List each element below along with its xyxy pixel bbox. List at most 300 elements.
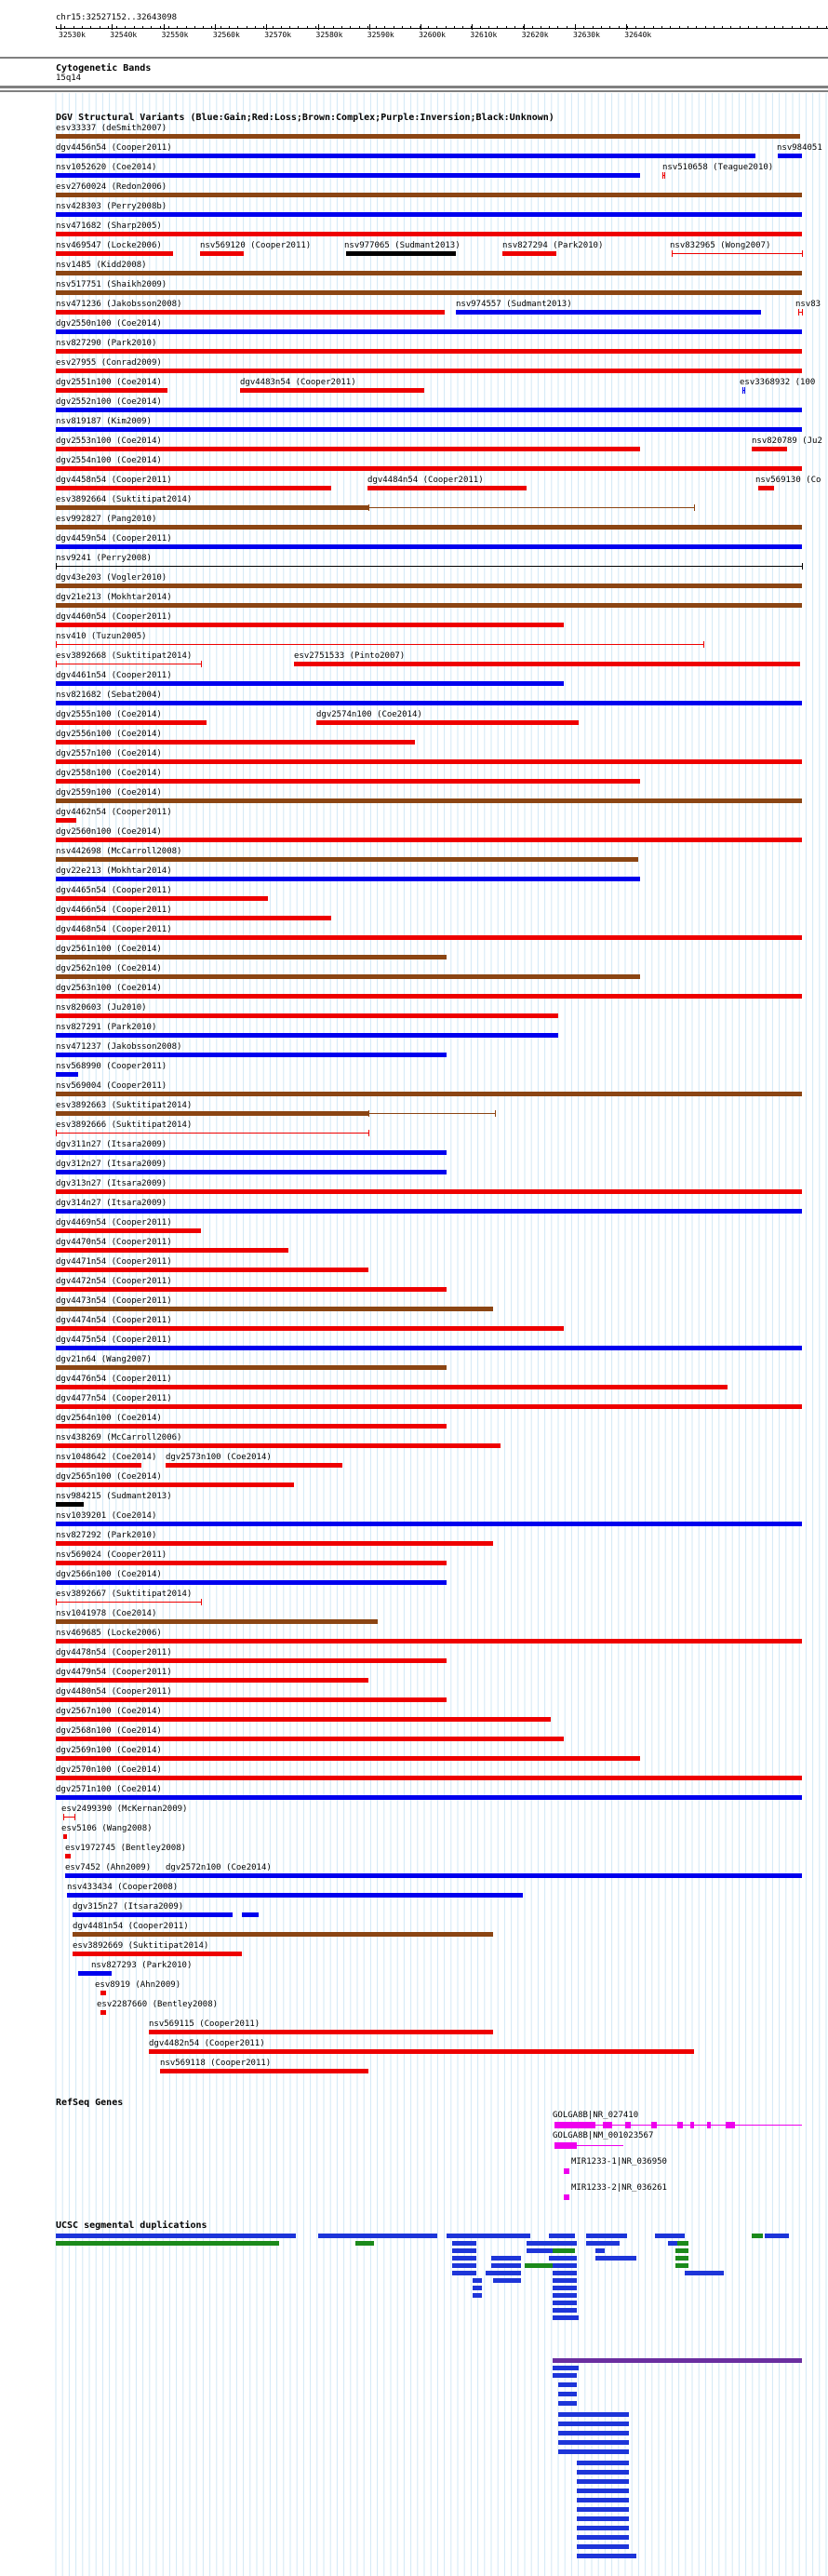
variant-bar[interactable]: [758, 486, 774, 490]
variant-bar[interactable]: [56, 1248, 288, 1253]
variant-bar[interactable]: [56, 1133, 368, 1134]
segdup-block[interactable]: [318, 2234, 437, 2238]
variant-bar[interactable]: [502, 251, 556, 256]
variant-label[interactable]: nsv83: [795, 300, 821, 309]
segdup-block[interactable]: [577, 2516, 629, 2521]
variant-label[interactable]: esv2287660 (Bentley2008): [97, 2000, 219, 2009]
segdup-block[interactable]: [577, 2470, 629, 2475]
gene-exon[interactable]: [564, 2194, 569, 2200]
segdup-block[interactable]: [677, 2241, 688, 2246]
segdup-block[interactable]: [752, 2234, 763, 2238]
variant-label[interactable]: nsv1485 (Kidd2008): [56, 261, 147, 270]
segdup-block[interactable]: [558, 2431, 629, 2435]
variant-bar[interactable]: [56, 154, 755, 158]
variant-label[interactable]: dgv4465n54 (Cooper2011): [56, 886, 172, 895]
cytoband-track-title[interactable]: Cytogenetic Bands: [56, 63, 152, 74]
variant-bar[interactable]: [78, 1971, 112, 1976]
segdup-block[interactable]: [586, 2241, 620, 2246]
variant-label[interactable]: esv27955 (Conrad2009): [56, 358, 162, 368]
variant-label[interactable]: dgv4480n54 (Cooper2011): [56, 1687, 172, 1697]
variant-label[interactable]: nsv821682 (Sebat2004): [56, 691, 162, 700]
segdup-block[interactable]: [549, 2234, 575, 2238]
variant-bar[interactable]: [56, 1385, 728, 1389]
variant-label[interactable]: nsv569004 (Cooper2011): [56, 1081, 167, 1091]
segdup-block[interactable]: [558, 2440, 629, 2445]
variant-label[interactable]: dgv4466n54 (Cooper2011): [56, 906, 172, 915]
variant-bar[interactable]: [56, 1717, 551, 1722]
segdup-block[interactable]: [765, 2234, 789, 2238]
segdup-block[interactable]: [577, 2535, 629, 2540]
segdup-block[interactable]: [447, 2234, 530, 2238]
variant-label[interactable]: nsv820789 (Ju2: [752, 436, 822, 446]
dgv-track-title[interactable]: DGV Structural Variants (Blue:Gain;Red:Loss;Brown:Complex;Purple:Inversion;Black:Unknown): [56, 113, 554, 123]
segdup-block[interactable]: [452, 2248, 476, 2253]
variant-label[interactable]: dgv2551n100 (Coe2014): [56, 378, 162, 387]
variant-label[interactable]: nsv471237 (Jakobsson2008): [56, 1042, 182, 1052]
variant-bar[interactable]: [65, 1873, 802, 1878]
variant-bar[interactable]: [56, 779, 640, 784]
variant-bar[interactable]: [100, 2010, 106, 2015]
variant-label[interactable]: nsv827292 (Park2010): [56, 1531, 157, 1540]
variant-bar[interactable]: [56, 1463, 141, 1468]
variant-bar[interactable]: [56, 1756, 640, 1761]
variant-label[interactable]: dgv4483n54 (Cooper2011): [240, 378, 356, 387]
variant-bar[interactable]: [56, 701, 802, 705]
variant-bar[interactable]: [56, 1209, 802, 1214]
variant-label[interactable]: dgv2555n100 (Coe2014): [56, 710, 162, 719]
variant-label[interactable]: nsv977065 (Sudmant2013): [344, 241, 461, 250]
variant-bar[interactable]: [56, 994, 802, 999]
variant-label[interactable]: dgv2561n100 (Coe2014): [56, 945, 162, 954]
variant-label[interactable]: dgv312n27 (Itsara2009): [56, 1160, 167, 1169]
cytoband-label[interactable]: 15q14: [56, 74, 82, 83]
variant-bar[interactable]: [672, 253, 802, 254]
segdup-block[interactable]: [553, 2286, 577, 2290]
segdup-block[interactable]: [473, 2293, 482, 2298]
segdup-block[interactable]: [558, 2392, 577, 2396]
variant-bar[interactable]: [56, 896, 268, 901]
variant-label[interactable]: nsv984051: [777, 143, 822, 153]
variant-bar[interactable]: [346, 251, 456, 256]
gene-exon[interactable]: [707, 2122, 711, 2128]
variant-label[interactable]: nsv974557 (Sudmant2013): [456, 300, 572, 309]
variant-bar[interactable]: [56, 838, 802, 842]
variant-bar[interactable]: [56, 271, 802, 275]
variant-label[interactable]: esv5106 (Wang2008): [61, 1824, 153, 1833]
variant-label[interactable]: dgv315n27 (Itsara2009): [73, 1902, 184, 1912]
variant-label[interactable]: esv3368932 (100: [740, 378, 816, 387]
variant-bar[interactable]: [67, 1893, 523, 1898]
variant-label[interactable]: dgv311n27 (Itsara2009): [56, 1140, 167, 1149]
variant-label[interactable]: esv3892663 (Suktitipat2014): [56, 1101, 193, 1110]
segdup-block[interactable]: [577, 2479, 629, 2484]
variant-label[interactable]: dgv4471n54 (Cooper2011): [56, 1257, 172, 1267]
variant-label[interactable]: nsv471236 (Jakobsson2008): [56, 300, 182, 309]
variant-bar[interactable]: [56, 388, 167, 393]
variant-bar[interactable]: [56, 1072, 78, 1077]
gene-exon[interactable]: [554, 2122, 595, 2128]
variant-bar[interactable]: [367, 486, 527, 490]
variant-label[interactable]: esv3892669 (Suktitipat2014): [73, 1941, 209, 1951]
variant-bar[interactable]: [56, 173, 640, 178]
variant-bar[interactable]: [56, 1033, 558, 1038]
segdup-block[interactable]: [452, 2271, 476, 2275]
variant-label[interactable]: nsv819187 (Kim2009): [56, 417, 152, 426]
segdup-block[interactable]: [452, 2256, 476, 2261]
variant-bar[interactable]: [294, 662, 800, 666]
variant-bar[interactable]: [56, 525, 802, 530]
variant-bar[interactable]: [56, 644, 703, 645]
segdup-block[interactable]: [558, 2382, 577, 2387]
segdup-block[interactable]: [549, 2256, 577, 2261]
variant-label[interactable]: nsv827293 (Park2010): [91, 1961, 193, 1970]
variant-bar[interactable]: [56, 1287, 447, 1292]
variant-label[interactable]: dgv4470n54 (Cooper2011): [56, 1238, 172, 1247]
variant-bar[interactable]: [56, 1658, 447, 1663]
segdup-block[interactable]: [553, 2358, 802, 2363]
segdup-block[interactable]: [577, 2498, 629, 2502]
segdup-block[interactable]: [553, 2278, 577, 2283]
variant-bar[interactable]: [56, 544, 802, 549]
gene-label[interactable]: GOLGA8B|NR_027410: [553, 2111, 639, 2120]
segdup-block[interactable]: [577, 2507, 629, 2512]
variant-label[interactable]: nsv410 (Tuzun2005): [56, 632, 147, 641]
segdup-block[interactable]: [553, 2308, 577, 2313]
gene-label[interactable]: MIR1233-1|NR_036950: [571, 2157, 667, 2167]
gene-label[interactable]: MIR1233-2|NR_036261: [571, 2183, 667, 2193]
variant-bar[interactable]: [368, 507, 694, 508]
variant-label[interactable]: nsv568990 (Cooper2011): [56, 1062, 167, 1071]
variant-bar[interactable]: [56, 681, 564, 686]
segdup-block[interactable]: [553, 2366, 579, 2370]
variant-label[interactable]: dgv2567n100 (Coe2014): [56, 1707, 162, 1716]
variant-bar[interactable]: [56, 1561, 447, 1565]
variant-label[interactable]: dgv4469n54 (Cooper2011): [56, 1218, 172, 1228]
variant-label[interactable]: nsv517751 (Shaikh2009): [56, 280, 167, 289]
variant-label[interactable]: dgv2574n100 (Coe2014): [316, 710, 422, 719]
variant-label[interactable]: nsv569130 (Co: [755, 476, 821, 485]
gene-exon[interactable]: [625, 2122, 631, 2128]
variant-label[interactable]: nsv569115 (Cooper2011): [149, 2019, 260, 2029]
segdup-track-title[interactable]: UCSC segmental duplications: [56, 2220, 207, 2231]
variant-label[interactable]: dgv4479n54 (Cooper2011): [56, 1668, 172, 1677]
segdup-block[interactable]: [577, 2526, 629, 2530]
variant-bar[interactable]: [56, 1541, 493, 1546]
variant-bar[interactable]: [316, 720, 579, 725]
gene-exon[interactable]: [726, 2122, 735, 2128]
variant-label[interactable]: nsv433434 (Cooper2008): [67, 1883, 179, 1892]
segdup-block[interactable]: [452, 2263, 476, 2268]
segdup-block[interactable]: [685, 2271, 724, 2275]
variant-label[interactable]: dgv21n64 (Wang2007): [56, 1355, 152, 1364]
variant-bar[interactable]: [56, 1639, 802, 1644]
variant-bar[interactable]: [56, 1268, 368, 1272]
variant-label[interactable]: dgv2562n100 (Coe2014): [56, 964, 162, 973]
variant-label[interactable]: dgv43e203 (Vogler2010): [56, 573, 167, 583]
variant-bar[interactable]: [56, 720, 207, 725]
variant-bar[interactable]: [56, 1053, 447, 1057]
segdup-block[interactable]: [558, 2412, 629, 2417]
segdup-block[interactable]: [527, 2241, 577, 2246]
variant-bar[interactable]: [56, 1483, 294, 1487]
variant-bar[interactable]: [56, 486, 331, 490]
gene-label[interactable]: GOLGA8B|NM_001023567: [553, 2131, 654, 2140]
variant-label[interactable]: dgv4478n54 (Cooper2011): [56, 1648, 172, 1657]
variant-label[interactable]: dgv2571n100 (Coe2014): [56, 1785, 162, 1794]
variant-bar[interactable]: [56, 408, 802, 412]
variant-bar[interactable]: [56, 1326, 564, 1331]
variant-bar[interactable]: [56, 955, 447, 959]
variant-label[interactable]: dgv2553n100 (Coe2014): [56, 436, 162, 446]
variant-bar[interactable]: [56, 1150, 447, 1155]
gene-exon[interactable]: [651, 2122, 657, 2128]
variant-label[interactable]: nsv569024 (Cooper2011): [56, 1550, 167, 1560]
variant-bar[interactable]: [56, 935, 802, 940]
variant-bar[interactable]: [73, 1952, 242, 1956]
variant-label[interactable]: dgv4475n54 (Cooper2011): [56, 1335, 172, 1345]
variant-bar[interactable]: [456, 310, 761, 315]
variant-label[interactable]: esv3892668 (Suktitipat2014): [56, 651, 193, 661]
variant-bar[interactable]: [56, 466, 802, 471]
variant-label[interactable]: dgv313n27 (Itsara2009): [56, 1179, 167, 1188]
variant-bar[interactable]: [56, 1092, 802, 1096]
variant-bar[interactable]: [778, 154, 802, 158]
variant-bar[interactable]: [56, 505, 368, 510]
variant-label[interactable]: nsv471682 (Sharp2005): [56, 221, 162, 231]
variant-label[interactable]: dgv2565n100 (Coe2014): [56, 1472, 162, 1482]
segdup-block[interactable]: [491, 2256, 521, 2261]
variant-label[interactable]: dgv2563n100 (Coe2014): [56, 984, 162, 993]
segdup-block[interactable]: [675, 2263, 688, 2268]
variant-bar[interactable]: [56, 1013, 558, 1018]
variant-bar[interactable]: [56, 1502, 84, 1507]
variant-label[interactable]: esv1972745 (Bentley2008): [65, 1844, 187, 1853]
variant-bar[interactable]: [56, 818, 76, 823]
variant-label[interactable]: dgv2566n100 (Coe2014): [56, 1570, 162, 1579]
variant-bar[interactable]: [56, 1737, 564, 1741]
variant-label[interactable]: dgv4461n54 (Cooper2011): [56, 671, 172, 680]
variant-bar[interactable]: [56, 447, 640, 451]
variant-label[interactable]: nsv569118 (Cooper2011): [160, 2059, 272, 2068]
variant-label[interactable]: dgv2559n100 (Coe2014): [56, 788, 162, 798]
variant-label[interactable]: dgv2558n100 (Coe2014): [56, 769, 162, 778]
variant-bar[interactable]: [56, 1443, 501, 1448]
variant-bar[interactable]: [56, 1678, 368, 1683]
segdup-block[interactable]: [553, 2301, 577, 2305]
variant-label[interactable]: dgv2569n100 (Coe2014): [56, 1746, 162, 1755]
variant-bar[interactable]: [56, 232, 802, 236]
variant-label[interactable]: dgv2573n100 (Coe2014): [166, 1453, 272, 1462]
variant-label[interactable]: nsv820603 (Ju2010): [56, 1003, 147, 1013]
segdup-block[interactable]: [491, 2263, 521, 2268]
variant-bar[interactable]: [65, 1854, 71, 1858]
variant-label[interactable]: dgv2552n100 (Coe2014): [56, 397, 162, 407]
variant-label[interactable]: dgv2564n100 (Coe2014): [56, 1414, 162, 1423]
gene-intron-line[interactable]: [577, 2145, 623, 2146]
variant-bar[interactable]: [56, 916, 331, 920]
variant-label[interactable]: nsv1041978 (Coe2014): [56, 1609, 157, 1618]
variant-bar[interactable]: [56, 603, 802, 608]
variant-bar[interactable]: [56, 798, 802, 803]
variant-bar[interactable]: [56, 212, 802, 217]
variant-label[interactable]: nsv827294 (Park2010): [502, 241, 604, 250]
variant-label[interactable]: dgv2560n100 (Coe2014): [56, 827, 162, 837]
variant-label[interactable]: dgv314n27 (Itsara2009): [56, 1199, 167, 1208]
variant-bar[interactable]: [56, 584, 802, 588]
variant-label[interactable]: nsv1052620 (Coe2014): [56, 163, 157, 172]
variant-bar[interactable]: [56, 369, 802, 373]
segdup-block[interactable]: [553, 2373, 577, 2378]
variant-bar[interactable]: [242, 1912, 259, 1917]
variant-label[interactable]: nsv442698 (McCarroll2008): [56, 847, 182, 856]
variant-label[interactable]: dgv2557n100 (Coe2014): [56, 749, 162, 758]
variant-bar[interactable]: [166, 1463, 342, 1468]
variant-bar[interactable]: [160, 2069, 368, 2073]
variant-label[interactable]: nsv469547 (Locke2006): [56, 241, 162, 250]
variant-bar[interactable]: [56, 1365, 447, 1370]
variant-bar[interactable]: [56, 349, 802, 354]
variant-bar[interactable]: [56, 1346, 802, 1350]
variant-label[interactable]: nsv510658 (Teague2010): [662, 163, 774, 172]
refseq-track-title[interactable]: RefSeq Genes: [56, 2098, 124, 2108]
gene-exon[interactable]: [690, 2122, 694, 2128]
variant-label[interactable]: esv8919 (Ahn2009): [95, 1980, 181, 1990]
segdup-block[interactable]: [486, 2271, 521, 2275]
variant-label[interactable]: dgv4468n54 (Cooper2011): [56, 925, 172, 934]
variant-label[interactable]: dgv2572n100 (Coe2014): [166, 1863, 272, 1872]
variant-label[interactable]: nsv9241 (Perry2008): [56, 554, 152, 563]
segdup-block[interactable]: [595, 2256, 636, 2261]
segdup-block[interactable]: [577, 2489, 629, 2493]
segdup-block[interactable]: [56, 2234, 296, 2238]
variant-label[interactable]: esv2760024 (Redon2006): [56, 182, 167, 192]
segdup-block[interactable]: [675, 2256, 688, 2261]
variant-label[interactable]: nsv827291 (Park2010): [56, 1023, 157, 1032]
variant-bar[interactable]: [63, 1834, 67, 1839]
variant-bar[interactable]: [56, 1404, 802, 1409]
variant-label[interactable]: nsv1048642 (Coe2014): [56, 1453, 157, 1462]
segdup-block[interactable]: [452, 2241, 476, 2246]
variant-label[interactable]: dgv4462n54 (Cooper2011): [56, 808, 172, 817]
segdup-block[interactable]: [553, 2271, 577, 2275]
gene-exon[interactable]: [677, 2122, 683, 2128]
variant-bar[interactable]: [56, 623, 564, 627]
segdup-block[interactable]: [586, 2234, 627, 2238]
variant-bar[interactable]: [56, 427, 802, 432]
segdup-block[interactable]: [553, 2293, 577, 2298]
variant-label[interactable]: dgv4460n54 (Cooper2011): [56, 612, 172, 622]
variant-label[interactable]: dgv4474n54 (Cooper2011): [56, 1316, 172, 1325]
variant-label[interactable]: dgv2550n100 (Coe2014): [56, 319, 162, 329]
segdup-block[interactable]: [558, 2401, 577, 2406]
variant-label[interactable]: dgv4472n54 (Cooper2011): [56, 1277, 172, 1286]
variant-bar[interactable]: [752, 447, 787, 451]
variant-bar[interactable]: [56, 1189, 802, 1194]
variant-label[interactable]: dgv2556n100 (Coe2014): [56, 730, 162, 739]
segdup-block[interactable]: [553, 2248, 575, 2253]
variant-label[interactable]: dgv2568n100 (Coe2014): [56, 1726, 162, 1736]
variant-bar[interactable]: [56, 1795, 802, 1800]
variant-label[interactable]: dgv21e213 (Mokhtar2014): [56, 593, 172, 602]
variant-bar[interactable]: [200, 251, 244, 256]
variant-label[interactable]: dgv4476n54 (Cooper2011): [56, 1375, 172, 1384]
variant-label[interactable]: esv3892664 (Suktitipat2014): [56, 495, 193, 504]
variant-bar[interactable]: [63, 1817, 74, 1818]
variant-bar[interactable]: [368, 1113, 495, 1114]
variant-bar[interactable]: [73, 1932, 493, 1937]
variant-bar[interactable]: [149, 2049, 694, 2054]
variant-label[interactable]: nsv469685 (Locke2006): [56, 1629, 162, 1638]
variant-bar[interactable]: [73, 1912, 233, 1917]
variant-label[interactable]: dgv4458n54 (Cooper2011): [56, 476, 172, 485]
variant-bar[interactable]: [56, 329, 802, 334]
variant-bar[interactable]: [56, 877, 640, 881]
segdup-block[interactable]: [675, 2248, 688, 2253]
variant-label[interactable]: esv3892667 (Suktitipat2014): [56, 1590, 193, 1599]
variant-bar[interactable]: [56, 974, 640, 979]
variant-bar[interactable]: [56, 1619, 378, 1624]
variant-bar[interactable]: [56, 1522, 802, 1526]
variant-label[interactable]: nsv832965 (Wong2007): [670, 241, 771, 250]
variant-bar[interactable]: [56, 193, 802, 197]
segdup-block[interactable]: [56, 2241, 279, 2246]
variant-label[interactable]: nsv438269 (McCarroll2006): [56, 1433, 182, 1442]
segdup-block[interactable]: [553, 2315, 579, 2320]
segdup-block[interactable]: [553, 2263, 577, 2268]
variant-label[interactable]: dgv4482n54 (Cooper2011): [149, 2039, 265, 2048]
segdup-block[interactable]: [577, 2554, 636, 2558]
variant-label[interactable]: nsv428303 (Perry2008b): [56, 202, 167, 211]
variant-label[interactable]: esv992827 (Pang2010): [56, 515, 157, 524]
segdup-block[interactable]: [577, 2461, 629, 2465]
variant-label[interactable]: nsv1039201 (Coe2014): [56, 1511, 157, 1521]
variant-label[interactable]: dgv2570n100 (Coe2014): [56, 1765, 162, 1775]
variant-bar[interactable]: [100, 1991, 106, 1995]
variant-label[interactable]: dgv4459n54 (Cooper2011): [56, 534, 172, 543]
variant-label[interactable]: dgv22e213 (Mokhtar2014): [56, 866, 172, 876]
segdup-block[interactable]: [473, 2286, 482, 2290]
variant-label[interactable]: nsv569120 (Cooper2011): [200, 241, 312, 250]
variant-bar[interactable]: [56, 857, 638, 862]
variant-bar[interactable]: [56, 759, 802, 764]
variant-label[interactable]: dgv4456n54 (Cooper2011): [56, 143, 172, 153]
segdup-block[interactable]: [577, 2544, 629, 2549]
variant-bar[interactable]: [56, 1170, 447, 1174]
variant-bar[interactable]: [56, 1228, 201, 1233]
variant-label[interactable]: nsv827290 (Park2010): [56, 339, 157, 348]
variant-bar[interactable]: [56, 1776, 802, 1780]
variant-label[interactable]: dgv4477n54 (Cooper2011): [56, 1394, 172, 1403]
segdup-block[interactable]: [473, 2278, 482, 2283]
variant-bar[interactable]: [56, 1111, 368, 1116]
variant-label[interactable]: dgv4484n54 (Cooper2011): [367, 476, 484, 485]
variant-label[interactable]: dgv4473n54 (Cooper2011): [56, 1296, 172, 1306]
variant-bar[interactable]: [56, 134, 800, 139]
variant-bar[interactable]: [56, 566, 802, 567]
segdup-block[interactable]: [655, 2234, 685, 2238]
variant-bar[interactable]: [56, 1602, 201, 1603]
segdup-block[interactable]: [558, 2422, 629, 2426]
segdup-block[interactable]: [558, 2449, 629, 2454]
variant-bar[interactable]: [56, 740, 415, 745]
variant-bar[interactable]: [56, 310, 445, 315]
variant-bar[interactable]: [56, 1580, 447, 1585]
segdup-block[interactable]: [493, 2278, 521, 2283]
gene-exon[interactable]: [603, 2122, 612, 2128]
variant-label[interactable]: esv33337 (deSmith2007): [56, 124, 167, 133]
variant-label[interactable]: nsv984215 (Sudmant2013): [56, 1492, 172, 1501]
segdup-block[interactable]: [355, 2241, 374, 2246]
